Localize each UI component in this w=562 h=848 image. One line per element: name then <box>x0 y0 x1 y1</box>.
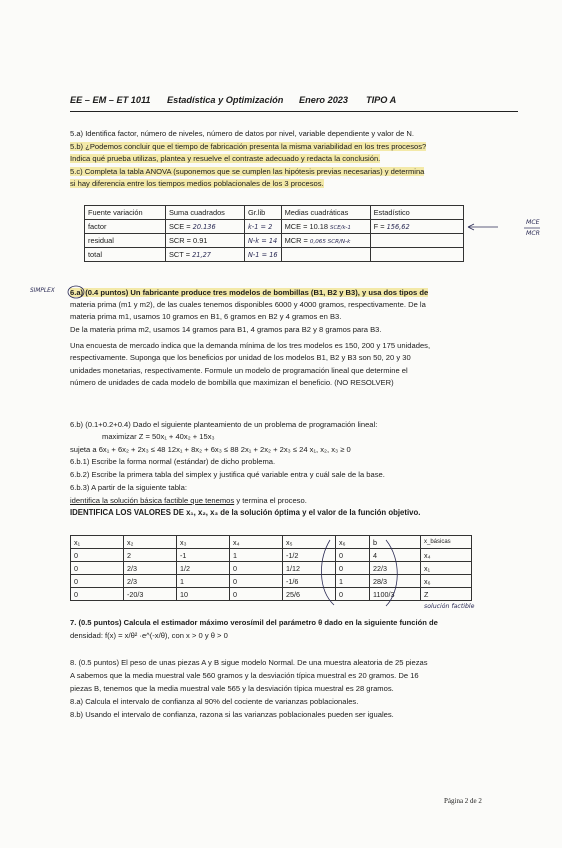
anova-header: Fuente variación <box>85 206 166 220</box>
q6a-line: unidades monetarias, respectivamente. Formule un modelo de programación lineal que determine el <box>70 366 408 375</box>
simplex-cell: -1/2 <box>283 549 336 562</box>
simplex-cell: 0 <box>71 588 124 601</box>
bracket-b-column <box>321 540 397 606</box>
q8-line2: A sabemos que la media muestral vale 560 gramos y la desviación típica muestral es 20 gramos. De 16 <box>70 671 419 680</box>
q6a-line: Una encuesta de mercado indica que la demanda mínima de los tres modelos es 150, 200 y 175 unidades, <box>70 341 431 350</box>
simplex-cell: 10 <box>177 588 230 601</box>
q6b-objective: maximizar Z = 50x₁ + 40x₂ + 15x₃ <box>102 432 215 441</box>
q6b1: 6.b.1) Escribe la forma normal (estándar) de dicho problema. <box>70 457 276 466</box>
simplex-cell: 25/6 <box>283 588 336 601</box>
simplex-cell: x₁ <box>421 562 472 575</box>
simplex-cell: Z <box>421 588 472 601</box>
simplex-cell: -20/3 <box>124 588 177 601</box>
simplex-cell: 0 <box>230 588 283 601</box>
simplex-cell: 1 <box>230 549 283 562</box>
simplex-cell: 2/3 <box>124 562 177 575</box>
q8-line3: piezas B, tenemos que la media muestral vale 565 y la desviación típica muestral es 28 gramos. <box>70 684 394 693</box>
anova-header: Medias cuadráticas <box>281 206 370 220</box>
simplex-header: x₄ <box>230 536 283 549</box>
simplex-header: x₅ <box>283 536 336 549</box>
q6b3: 6.b.3) A partir de la siguiente tabla: <box>70 483 187 492</box>
simplex-cell: 0 <box>71 562 124 575</box>
q6b3-task: identifica la solución básica factible que tenemos y termina el proceso. <box>70 496 307 505</box>
q6b2: 6.b.2) Escribe la primera tabla del simplex y justifica qué variable entra y cuál sale de la base. <box>70 470 385 479</box>
fraction-note-top: MCE <box>526 219 540 226</box>
course-code: EE – EM – ET 1011 <box>70 95 151 105</box>
simplex-cell: 0 <box>336 549 370 562</box>
simplex-header: x₁ <box>71 536 124 549</box>
anova-header: Suma cuadrados <box>166 206 245 220</box>
simplex-header: x₃ <box>177 536 230 549</box>
simplex-header: b <box>370 536 421 549</box>
fraction-note-bottom: MCR <box>526 230 540 237</box>
q6a-line: materia prima m1, usamos 10 gramos en B1, 6 gramos en B2 y 4 gramos en B3. <box>70 312 342 321</box>
simplex-header: x₂ <box>124 536 177 549</box>
anova-cell: MCR = 0,065 SCR/N-k <box>281 234 370 248</box>
simplex-cell: 4 <box>370 549 421 562</box>
q6b-constraints: sujeta a 6x₁ + 6x₂ + 2x₃ ≤ 48 12x₁ + 8x₂ + 6x₃ ≤ 88 2x₁ + 2x₂ + 2x₃ ≤ 24 x₁, x₂, x₃ ≥ 0 <box>70 445 351 454</box>
anova-cell: F = 156,62 <box>370 220 463 234</box>
q6a-line: respectivamente. Suponga que los beneficios por unidad de los modelos B1, B2 y B3 son 50, 20 y 30 <box>70 353 411 362</box>
q8a: 8.a) Calcula el intervalo de confianza al 90% del cociente de varianzas poblacionales. <box>70 697 359 706</box>
simplex-cell: 2/3 <box>124 575 177 588</box>
q6a-line: materia prima (m1 y m2), de las cuales tenemos disponibles 6000 y 4000 gramos, respectivamente. De la <box>70 300 426 309</box>
q6a-line: número de unidades de cada modelo de bombilla que maximizan el beneficio. (NO RESOLVER) <box>70 378 394 387</box>
anova-header: Estadístico <box>370 206 463 220</box>
circle-6a <box>68 286 84 298</box>
q6b-identifica: IDENTIFICA LOS VALORES DE x₁, x₂, x₃ de la solución óptima y el valor de la función objetivo. <box>70 508 421 517</box>
q6b-intro: 6.b) (0.1+0.2+0.4) Dado el siguiente planteamiento de un problema de programación lineal: <box>70 420 378 429</box>
simplex-cell: 22/3 <box>370 562 421 575</box>
simplex-cell: 2 <box>124 549 177 562</box>
anova-cell: MCE = 10.18 SCE/k-1 <box>281 220 370 234</box>
q5c-line1: 5.c) Completa la tabla ANOVA (suponemos que se cumplen las hipótesis previas necesarias) y determina <box>70 167 425 176</box>
simplex-cell: 1/12 <box>283 562 336 575</box>
page-number: Página 2 de 2 <box>444 797 482 805</box>
q8-line1: 8. (0.5 puntos) El peso de unas piezas A y B sigue modelo Normal. De una muestra aleatoria de 25 piezas <box>70 658 428 667</box>
q5c-line2: si hay diferencia entre los tiempos medios poblacionales de los 3 procesos. <box>70 179 324 188</box>
simplex-cell: 1 <box>177 575 230 588</box>
anova-cell: SCE = 20.136 <box>166 220 245 234</box>
q6a-line: 6.a) (0.4 puntos) Un fabricante produce tres modelos de bombillas (B1, B2 y B3), y usa dos tipos de <box>70 288 429 297</box>
q7-line1: 7. (0.5 puntos) Calcula el estimador máximo verosímil del parámetro θ dado en la siguiente función de <box>70 618 438 627</box>
exam-date: Enero 2023 <box>299 95 349 105</box>
simplex-cell: x₄ <box>421 549 472 562</box>
anova-cell: factor <box>85 220 166 234</box>
simplex-cell: 0 <box>230 575 283 588</box>
simplex-margin-note: SIMPLEX <box>30 288 55 294</box>
anova-cell: SCT = 21,27 <box>166 248 245 262</box>
q5b-line2: Indica qué prueba utilizas, plantea y resuelve el contraste adecuado y redacta la conclusión. <box>70 154 381 163</box>
solution-note: solución factible <box>424 603 475 610</box>
anova-cell: total <box>85 248 166 262</box>
q5b-line1: 5.b) ¿Podemos concluir que el tiempo de fabricación presenta la misma variabilidad en los tres procesos? <box>70 142 427 151</box>
exam-type: TIPO A <box>366 95 397 105</box>
simplex-cell: 0 <box>71 575 124 588</box>
simplex-cell: x₆ <box>421 575 472 588</box>
simplex-header: x_básicas <box>421 536 472 549</box>
anova-cell: N-1 = 16 <box>245 248 282 262</box>
simplex-cell: 1100/3 <box>370 588 421 601</box>
simplex-cell: 1/2 <box>177 562 230 575</box>
subject: Estadística y Optimización <box>167 95 284 105</box>
simplex-cell: -1/6 <box>283 575 336 588</box>
anova-cell: N-k = 14 <box>245 234 282 248</box>
anova-cell: SCR = 0.91 <box>166 234 245 248</box>
anova-header: Gr.lib <box>245 206 282 220</box>
simplex-header: x₆ <box>336 536 370 549</box>
q8b: 8.b) Usando el intervalo de confianza, razona si las varianzas poblacionales pueden ser iguales. <box>70 710 394 719</box>
simplex-cell: 0 <box>336 562 370 575</box>
simplex-cell: -1 <box>177 549 230 562</box>
anova-cell: residual <box>85 234 166 248</box>
q5a: 5.a) Identifica factor, número de niveles, número de datos por nivel, variable dependiente y valor de N. <box>70 129 415 138</box>
q7-line2: densidad: f(x) = x/θ² ·e^(-x/θ), con x > 0 y θ > 0 <box>70 631 228 640</box>
simplex-cell: 1 <box>336 575 370 588</box>
simplex-cell: 28/3 <box>370 575 421 588</box>
anova-cell: k-1 = 2 <box>245 220 282 234</box>
simplex-cell: 0 <box>336 588 370 601</box>
simplex-cell: 0 <box>71 549 124 562</box>
simplex-cell: 0 <box>230 562 283 575</box>
q6a-line: De la materia prima m2, usamos 14 gramos para B1, 4 gramos para B2 y 8 gramos para B3. <box>70 325 382 334</box>
